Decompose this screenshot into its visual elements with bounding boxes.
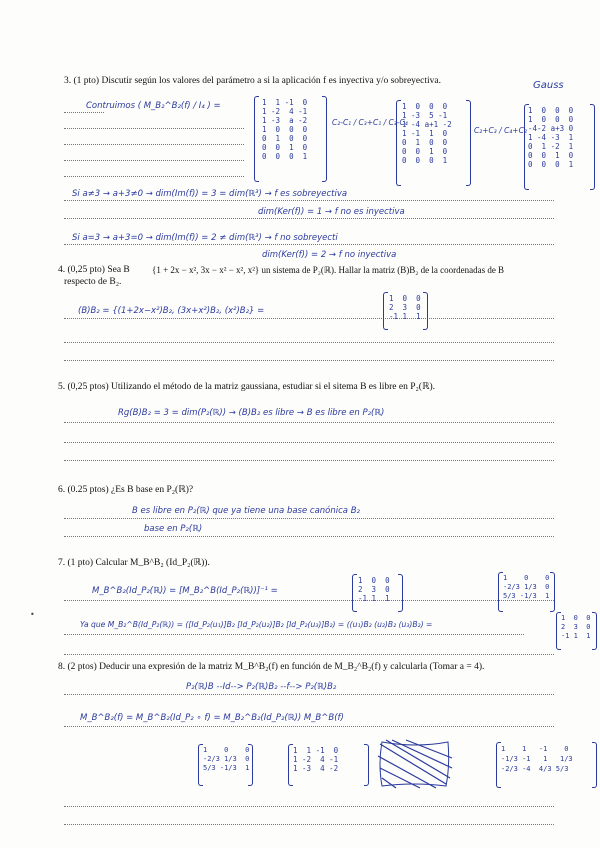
q6-line-1: B es libre en P₂(ℝ) que ya tiene una base canónica B₂ [132,506,360,516]
question-6: 6. (0.25 ptos) ¿Es B base en P₂(ℝ)? [58,485,194,495]
q8-matrix-1: 1 0 0 -2/3 1/3 0 5/3 -1/3 1 [203,746,250,772]
dotted-line [64,144,244,145]
dotted-line [64,518,554,519]
bracket-right [248,744,253,786]
q3-matrix-3: 1 0 0 0 1 0 0 0 -4-2 a+3 0 1 -4 -3 1 0 1 -2 1 0 0 1 0 0 0 0 1 [528,106,574,169]
q5-line-1: Rg(B)B₂ = 3 = dim(P₂(ℝ)) → (B)B₂ es libre → B es libre en P₂(ℝ) [118,408,385,418]
dotted-line [64,600,554,601]
q3-line-4: Si a=3 → a+3=0 → dim(Im(f)) = 2 ≠ dim(ℝ³) → f no sobreyecti [72,233,338,243]
q3-matrix-1: 1 1 -1 0 1 -2 4 -1 1 -3 a -2 1 0 0 0 0 1 0 0 0 0 1 0 0 0 0 1 [262,98,308,161]
bracket-right [550,572,555,612]
q3-line-1: Contruimos ( M_B₂^B₂(f) / I₄ ) = [86,101,221,111]
dotted-line [64,536,554,537]
q4-line-1: (B)B₂ = {(1+2x−x²)B₂, (3x+x²)B₂, (x²)B₂} = [78,306,265,316]
dotted-line [64,460,554,461]
stray-mark: • [30,610,35,619]
bracket-left [254,96,259,182]
question-7: 7. (1 pto) Calcular M_B^B₂ (Id_P₂(ℝ)). [58,558,210,568]
dotted-line [64,654,554,655]
bracket-right [466,100,471,186]
question-4b: {1 + 2x − x², 3x − x² − x², x²} un sistema de P₂(ℝ). Hallar la matriz (B)B₂ de la coordenadas de B [152,265,505,275]
question-4a: 4. (0,25 pto) Sea B [58,265,130,275]
dotted-line [64,726,554,727]
q7-line-2: Ya que M_B₂^B(Id_P₂(ℝ)) = ([Id_P₂(u₁)]B₂ [Id_P₂(u₂)]B₂ [Id_P₂(u₃)]B₂) = ((u₁)B₂ (u₂)B₂ (u₃)B₂) = [80,620,433,629]
question-5: 5. (0,25 ptos) Utilizando el método de la matriz gaussiana, estudiar si el sitema B es libre en P₂(ℝ). [58,382,436,392]
bracket-right [364,744,369,786]
bracket-left [352,574,357,612]
dotted-line [64,244,554,245]
q3-col-ops-2: C₂+C₃ / C₄+C₂ [474,126,527,135]
dotted-line [64,806,554,807]
dotted-line [64,694,554,695]
q3-line-5: dim(Ker(f)) = 2 → f no inyectiva [262,250,397,260]
bracket-right [322,96,327,182]
bracket-right [590,104,595,190]
bracket-left [383,292,388,330]
q7-matrix-1: 1 0 0 2 3 0 -1 1 1 [358,576,390,603]
q7-matrix-3: 1 0 0 2 3 0 -1 1 1 [561,614,591,640]
dotted-line [64,128,244,129]
q8-matrix-3: 1 1 -1 0 -1/3 -1 1 1/3 -2/3 -4 4/3 5/3 [501,745,573,773]
bracket-right [592,612,597,650]
q8-line-2: M_B^B₂(f) = M_B^B₂(Id_P₂ ∘ f) = M_B₂^B₂(Id_P₂(ℝ)) M_B^B(f) [80,713,344,723]
dotted-line [64,422,554,423]
dotted-line [64,176,244,177]
q3-matrix-2: 1 0 0 0 1 -3 5 -1 1 -4 a+1 -2 1 -1 1 0 0 1 0 0 0 0 1 0 0 0 0 1 [402,102,452,165]
q3-col-ops-1: C₂-C₁ / C₃+C₁ / C₃-C₄ [332,118,408,127]
dotted-line [64,442,554,443]
question-8: 8. (2 ptos) Deducir una expresión de la matriz M_B^B₂(f) en función de M_B₂^B₂(f) y calcularla (Tomar a = 4). [58,662,485,672]
q8-line-1: P₂(ℝ)B --Id--> P₂(ℝ)B₂ --f--> P₂(ℝ)B₂ [186,682,337,692]
q7-line-1: M_B^B₂(Id_P₂(ℝ)) = [M_B₂^B(Id_P₂(ℝ))]⁻¹ = [92,586,278,596]
q7-matrix-2: 1 0 0 -2/3 1/3 0 5/3 -1/3 1 [503,574,550,600]
q4-matrix: 1 0 0 2 3 0 -1 1 1 [389,294,421,321]
q3-line-2: Si a≠3 → a+3≠0 → dim(Im(f)) = 3 = dim(ℝ³) → f es sobreyectiva [72,189,348,199]
dotted-line [64,200,554,201]
q8-matrix-2: 1 1 -1 0 1 -2 4 -1 1 -3 4 -2 [293,746,339,773]
dotted-line [64,342,554,343]
dotted-line [64,218,554,219]
crossed-out-scribble [376,738,454,790]
question-4c: respecto de B₂. [64,277,122,287]
dotted-line [64,318,554,319]
q3-line-3: dim(Ker(f)) = 1 → f no es inyectiva [258,207,405,217]
side-note-gauss: Gauss [533,80,564,91]
bracket-right [592,742,597,788]
dotted-line [64,112,104,113]
q6-line-2: base en P₂(ℝ) [144,524,203,534]
dotted-line [64,824,554,825]
dotted-line [64,360,554,361]
question-3: 3. (1 pto) Discutir según los valores del parámetro a si la aplicación f es inyectiva y/o sobreyectiva. [64,76,441,86]
bracket-right [423,292,428,330]
dotted-line [64,160,244,161]
dotted-line [64,634,524,635]
bracket-left [396,100,401,186]
bracket-right [398,574,403,612]
